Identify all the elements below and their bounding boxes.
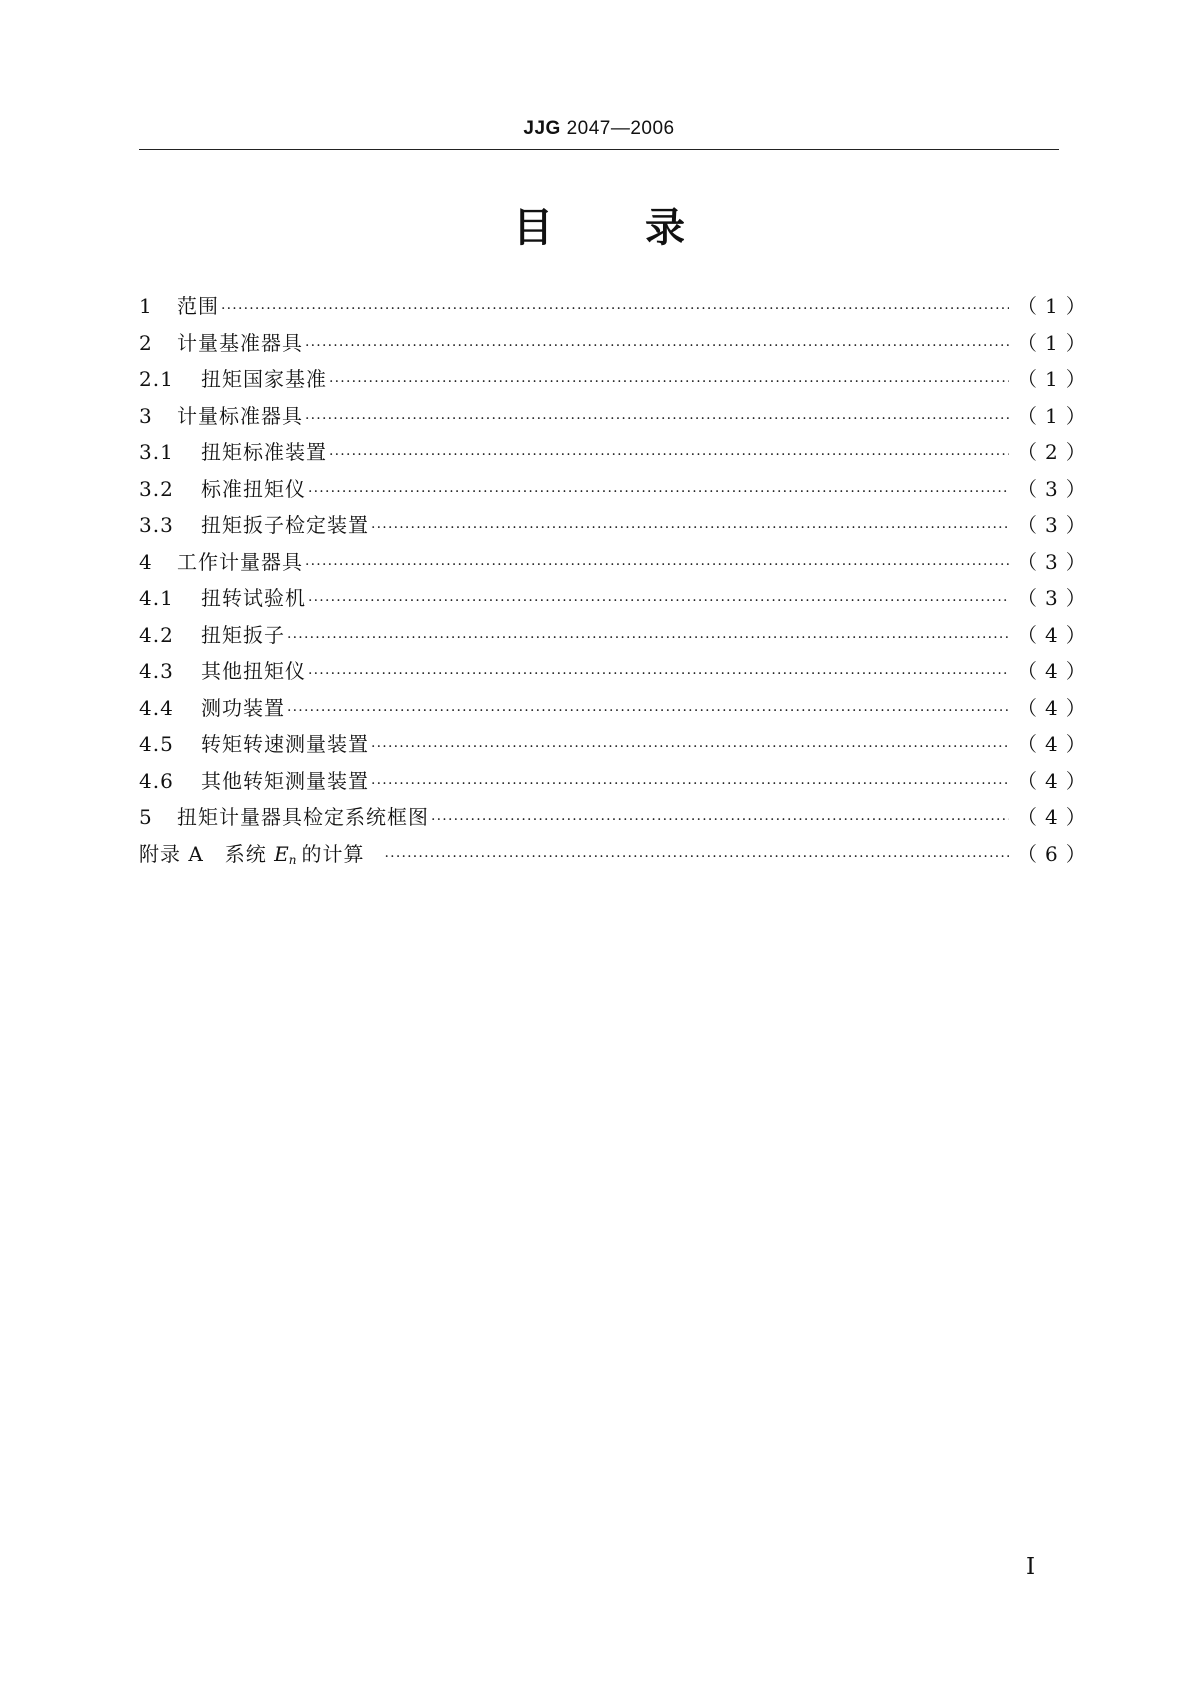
toc-entry-title: 标准扭矩仪 — [201, 476, 306, 501]
toc-entry-appendix[interactable] — [139, 836, 1094, 873]
appendix-prefix: 附录 A 系统 — [139, 841, 275, 866]
toc-entry-number: 4.2 — [139, 622, 174, 647]
toc-entry-title: 工作计量器具 — [177, 549, 303, 574]
toc-entry-page: （1） — [1017, 330, 1094, 355]
toc-entry-number: 4.5 — [139, 732, 174, 756]
toc-entry-title: 扭矩扳子检定装置 — [201, 513, 369, 537]
toc-entry-page: （6） — [1017, 841, 1094, 866]
toc-entry-number: 3.1 — [139, 440, 174, 464]
toc-entry-number: 2.1 — [139, 367, 174, 391]
toc-entry-page: （4） — [1017, 659, 1094, 683]
toc-entry[interactable] — [139, 653, 1094, 690]
toc-entry[interactable] — [139, 325, 1094, 362]
page-number: I — [1026, 1554, 1036, 1580]
toc-entry-number: 3.2 — [139, 476, 174, 501]
toc-entry-page: （3） — [1017, 549, 1094, 574]
toc-entry-page: （1） — [1017, 403, 1094, 428]
dot-leader — [305, 401, 1009, 438]
toc-entry-number: 2 — [139, 330, 153, 355]
standard-code: JJG — [523, 118, 561, 139]
toc-entry-title: 扭矩标准装置 — [201, 440, 327, 464]
toc-entry[interactable] — [139, 288, 1094, 325]
toc-entry-title: 扭转试验机 — [201, 586, 306, 610]
dot-leader — [221, 291, 1009, 328]
toc-entry[interactable] — [139, 361, 1094, 398]
toc-entry-page: （3） — [1017, 586, 1094, 610]
appendix-subscript: n — [288, 852, 298, 867]
toc-entry[interactable] — [139, 617, 1094, 654]
toc-entry-number: 3 — [139, 403, 153, 428]
page-title — [139, 203, 1059, 253]
dot-leader — [308, 583, 1009, 620]
toc-entry-number: 4.1 — [139, 586, 174, 610]
dot-leader — [287, 693, 1009, 730]
toc-entry-page: （3） — [1017, 513, 1094, 537]
toc-entry[interactable] — [139, 398, 1094, 435]
toc-entry-page: （1） — [1017, 294, 1094, 318]
toc-entry-page: （1） — [1017, 367, 1094, 391]
dot-leader — [329, 364, 1009, 401]
toc-entry-number: 5 — [139, 805, 153, 829]
toc-entry-title — [139, 836, 365, 879]
toc-entry[interactable] — [139, 544, 1094, 581]
dot-leader — [371, 510, 1009, 547]
toc-entry-title: 扭矩扳子 — [201, 622, 285, 647]
dot-leader — [431, 802, 1009, 839]
dot-leader — [305, 547, 1009, 584]
toc-entry-title: 范围 — [177, 294, 219, 318]
toc-entry-page: （4） — [1017, 768, 1094, 793]
toc-entry[interactable] — [139, 434, 1094, 471]
toc-entry[interactable] — [139, 471, 1094, 508]
toc-entry[interactable] — [139, 690, 1094, 727]
toc-entry-title: 计量基准器具 — [177, 330, 303, 355]
dot-leader — [287, 620, 1009, 657]
toc-entry-number: 3.3 — [139, 513, 174, 537]
dot-leader — [329, 437, 1009, 474]
toc-entry-title: 转矩转速测量装置 — [201, 732, 369, 756]
toc-entry-number: 1 — [139, 294, 153, 318]
title-char-2: 录 — [645, 205, 685, 251]
toc-entry-page: （3） — [1017, 476, 1094, 501]
toc-entry[interactable] — [139, 580, 1094, 617]
title-char-1: 目 — [513, 205, 553, 251]
toc-entry[interactable] — [139, 799, 1094, 836]
appendix-symbol: E — [274, 841, 289, 866]
dot-leader — [385, 839, 1009, 876]
table-of-contents — [139, 288, 1094, 872]
dot-leader — [371, 766, 1009, 803]
toc-entry-title: 计量标准器具 — [177, 403, 303, 428]
toc-entry-page: （4） — [1017, 695, 1094, 720]
toc-entry-number: 4.6 — [139, 768, 174, 793]
toc-entry-page: （4） — [1017, 622, 1094, 647]
toc-entry-page: （4） — [1017, 805, 1094, 829]
dot-leader — [371, 729, 1009, 766]
toc-entry[interactable] — [139, 726, 1094, 763]
dot-leader — [308, 656, 1009, 693]
document-header — [139, 118, 1059, 140]
toc-entry-title: 其他转矩测量装置 — [201, 768, 369, 793]
toc-entry-number: 4 — [139, 549, 153, 574]
header-rule — [139, 149, 1059, 150]
toc-entry[interactable] — [139, 507, 1094, 544]
dot-leader — [308, 474, 1009, 511]
toc-entry-title: 扭矩国家基准 — [201, 367, 327, 391]
standard-number: 2047—2006 — [566, 118, 675, 139]
dot-leader — [305, 328, 1009, 365]
toc-entry-title: 其他扭矩仪 — [201, 659, 306, 683]
toc-entry-number: 4.4 — [139, 695, 174, 720]
toc-entry-page: （4） — [1017, 732, 1094, 756]
toc-entry-title: 扭矩计量器具检定系统框图 — [177, 805, 429, 829]
toc-entry[interactable] — [139, 763, 1094, 800]
toc-entry-title: 测功装置 — [201, 695, 285, 720]
toc-entry-number: 4.3 — [139, 659, 174, 683]
appendix-suffix: 的计算 — [301, 841, 365, 866]
toc-entry-page: （2） — [1017, 440, 1094, 464]
